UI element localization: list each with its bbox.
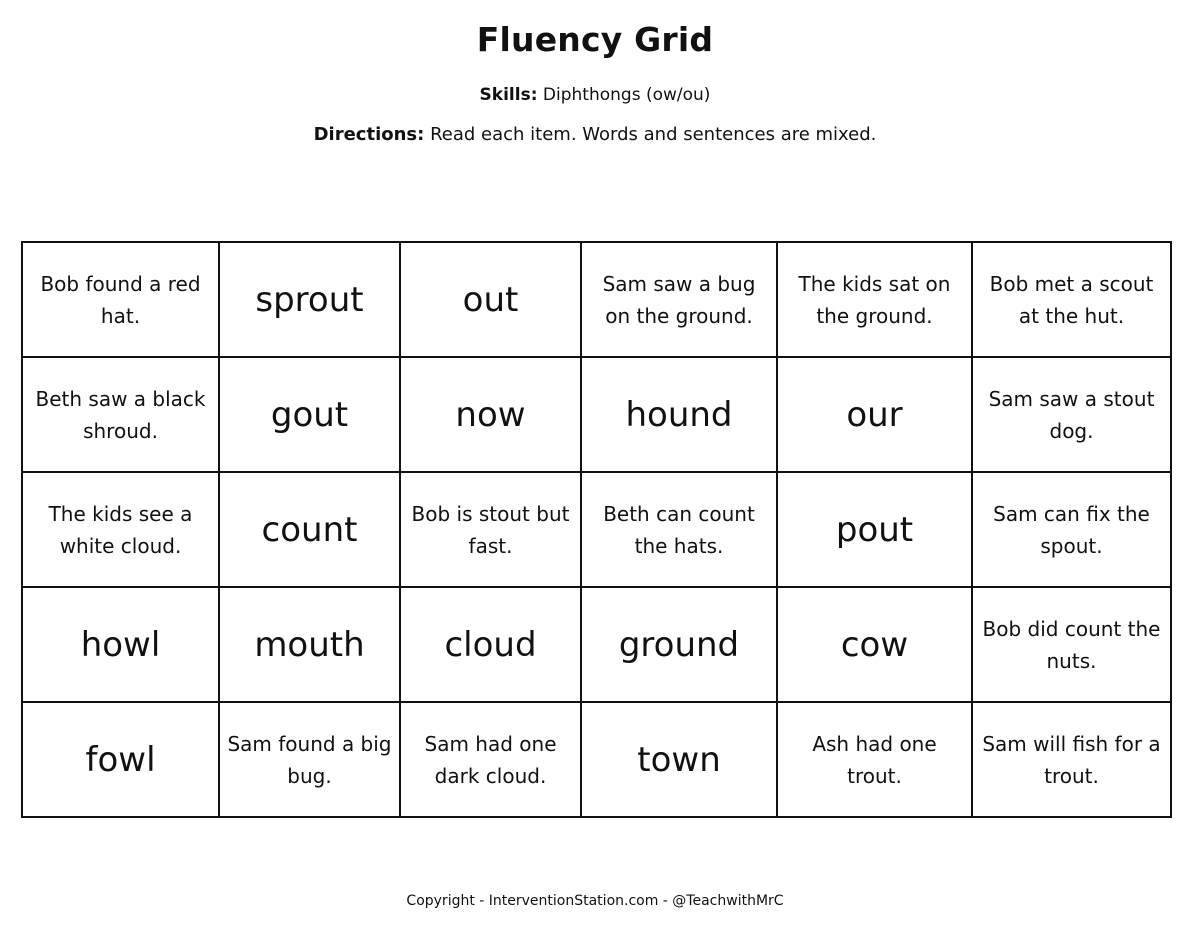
directions-label: Directions:: [313, 124, 425, 145]
grid-cell-word: howl: [22, 587, 219, 702]
copyright-footer: Copyright - InterventionStation.com - @TeachwithMrC: [406, 893, 784, 909]
grid-row: [22, 242, 1171, 357]
grid-cell-sentence: The kids sat on the ground.: [777, 242, 972, 357]
skills-line: [0, 85, 1190, 105]
grid-cell-sentence: Sam will fish for a trout.: [972, 702, 1171, 817]
grid-cell-sentence: Sam had one dark cloud.: [400, 702, 581, 817]
page-title: Fluency Grid: [476, 20, 714, 59]
grid-cell-word: now: [400, 357, 581, 472]
grid-cell-word: cow: [777, 587, 972, 702]
grid-row: [22, 357, 1171, 472]
grid-cell-sentence: Bob met a scout at the hut.: [972, 242, 1171, 357]
fluency-grid-body: [22, 242, 1171, 817]
grid-cell-word: mouth: [219, 587, 400, 702]
grid-cell-sentence: Bob did count the nuts.: [972, 587, 1171, 702]
grid-cell-sentence: Bob is stout but fast.: [400, 472, 581, 587]
grid-cell-sentence: The kids see a white cloud.: [22, 472, 219, 587]
grid-cell-word: fowl: [22, 702, 219, 817]
grid-cell-sentence: Bob found a red hat.: [22, 242, 219, 357]
grid-cell-word: out: [400, 242, 581, 357]
grid-cell-sentence: Beth can count the hats.: [581, 472, 777, 587]
grid-cell-word: cloud: [400, 587, 581, 702]
grid-cell-sentence: Sam saw a stout dog.: [972, 357, 1171, 472]
grid-row: [22, 587, 1171, 702]
grid-cell-word: our: [777, 357, 972, 472]
grid-cell-word: sprout: [219, 242, 400, 357]
grid-cell-sentence: Beth saw a black shroud.: [22, 357, 219, 472]
directions-value: Read each item. Words and sentences are mixed.: [430, 124, 877, 145]
grid-cell-sentence: Ash had one trout.: [777, 702, 972, 817]
grid-cell-word: pout: [777, 472, 972, 587]
directions-line: [0, 124, 1190, 145]
grid-cell-word: hound: [581, 357, 777, 472]
grid-cell-sentence: Sam can fix the spout.: [972, 472, 1171, 587]
grid-row: [22, 702, 1171, 817]
grid-cell-sentence: Sam saw a bug on the ground.: [581, 242, 777, 357]
grid-cell-word: count: [219, 472, 400, 587]
skills-label: Skills:: [479, 85, 538, 105]
grid-cell-sentence: Sam found a big bug.: [219, 702, 400, 817]
grid-row: [22, 472, 1171, 587]
fluency-grid-table: [21, 241, 1172, 818]
grid-cell-word: gout: [219, 357, 400, 472]
grid-cell-word: ground: [581, 587, 777, 702]
skills-value: Diphthongs (ow/ou): [542, 85, 711, 105]
grid-cell-word: town: [581, 702, 777, 817]
